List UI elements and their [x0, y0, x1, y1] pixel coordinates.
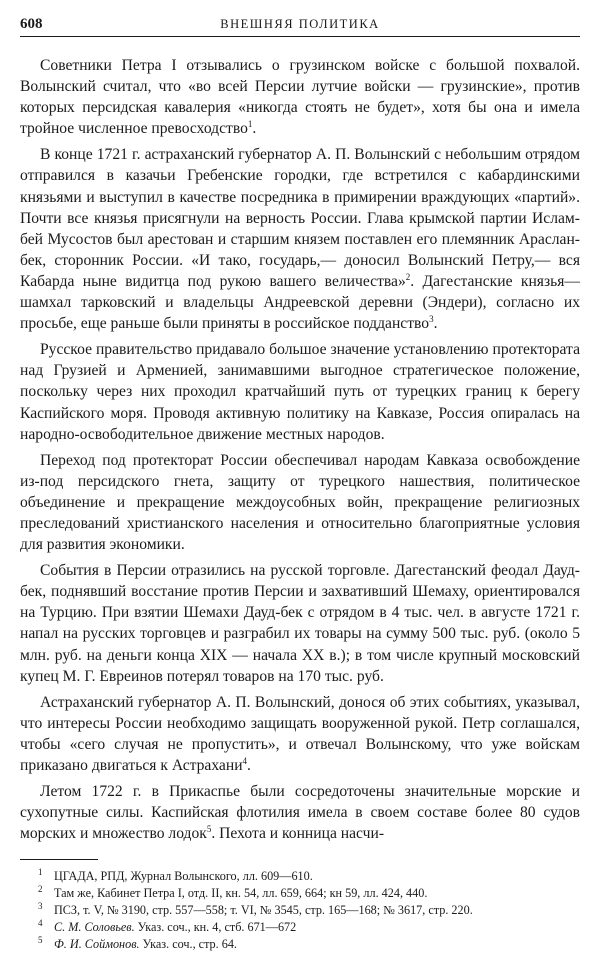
paragraph-text: Русское правительство придавало большое значение установлению протектората над Грузией и Арменией, занимавшими выгодное стратегическое положение, поскольку через них проходил кратчайший путь от турецких границ к берегу Каспийского моря. Проводя активную политику на Кавказе, Россия опиралась на народно-освободительное движение местных народов. — [20, 341, 580, 443]
footnote: 2 Там же, Кабинет Петра I, отд. II, кн. 54, лл. 659, 664; кн 59, лл. 424, 440. — [38, 884, 428, 901]
footnote: 3 ПСЗ, т. V, № 3190, стр. 557—558; т. VI, № 3545, стр. 165—168; № 3617, стр. 220. — [38, 901, 473, 918]
page-number: 608 — [20, 16, 43, 32]
footnote-text: ЦГАДА, РПД, Журнал Волынского, лл. 609—610. — [54, 869, 313, 884]
footnote-author: Ф. И. Соймонов. — [54, 937, 140, 952]
footnote-divider — [20, 859, 98, 860]
footnote: 5 Ф. И. Соймонов. Указ. соч., стр. 64. — [38, 935, 237, 952]
footnote-ref: 5 — [206, 824, 212, 835]
paragraph-text: . — [433, 315, 438, 333]
footnote-author: С. М. Соловьев. — [54, 920, 135, 935]
footnote: 1 ЦГАДА, РПД, Журнал Волынского, лл. 609—610. — [38, 867, 313, 884]
paragraph — [20, 144, 580, 334]
paragraph — [20, 55, 580, 139]
footnote-text: Там же, Кабинет Петра I, отд. II, кн. 54, лл. 659, 664; кн 59, лл. 424, 440. — [54, 886, 428, 901]
paragraph — [20, 339, 580, 444]
footnote-ref: 3 — [429, 313, 434, 324]
paragraph — [20, 781, 580, 844]
footnote-text: Указ. соч., кн. 4, стб. 671—672 — [137, 920, 297, 935]
paragraph — [20, 560, 580, 687]
paragraph-text: . Пехота и конница насчи- — [211, 825, 385, 843]
page-header — [20, 14, 580, 37]
footnote-ref: 4 — [242, 755, 248, 766]
body-text — [20, 55, 580, 844]
paragraph-text: . — [252, 120, 257, 138]
paragraph-text: Переход под протекторат России обеспечивал народам Кавказа освобождение из-под персидского гнета, защиту от турецкого нашествия, политическое объединение и прекращение междоусобных войн, прекращение религиозных преследований христианского населения и относительно благоприятные условия для развития экономики. — [20, 451, 580, 554]
paragraph-text: Астраханский губернатор А. П. Волынский, донося об этих событиях, указывал, что интересы России необходимо защищать вооруженной рукой. Петр соглашался, чтобы «сего случая не пропустить», и отвечал Волынскому, что уже войскам приказано двигаться к Астрахани — [20, 693, 580, 774]
running-title: ВНЕШНЯЯ ПОЛИТИКА — [220, 17, 380, 31]
footnote-text: Указ. соч., стр. 64. — [142, 937, 237, 952]
footnote-ref: 1 — [247, 119, 253, 130]
paragraph — [20, 450, 580, 555]
paragraph — [20, 692, 580, 776]
footnote: 4 С. М. Соловьев. Указ. соч., кн. 4, стб. 671—672 — [38, 918, 297, 935]
paragraph-text: . — [247, 757, 251, 774]
paragraph-text: Советники Петра I отзывались о грузинском войске с большой похвалой. Волынский считал, что «во всей Персии лутчие войски — грузинские», против которых персидская кавалерия «никогда стоять не будет», хотя бы она и имела тройное численное превосходство — [20, 57, 580, 138]
footnote-text: ПСЗ, т. V, № 3190, стр. 557—558; т. VI, № 3545, стр. 165—168; № 3617, стр. 220. — [54, 903, 473, 918]
paragraph-text: В конце 1721 г. астраханский губернатор А. П. Волынский с небольшим отрядом отправился в казачьи Гребенские городки, где встретился с кабардинскими князьями и выступил в качестве посредника в примирении враждующих «партий». Почти все князья присягнули на верность России. Глава крымской партии Ислам-бей Мусостов был арестован и старшим князем поставлен его племянник Араслан-бек, сторонник России. «И тако, государь,— доносил Волынский Петру,— вся Кабарда ныне видитца под рукою вашего величества» — [20, 146, 580, 290]
paragraph-text: Летом 1722 г. в Прикаспье были сосредоточены значительные морские и сухопутные силы. Каспийская флотилия имела в своем составе более 80 судов морских и множество лодок — [20, 783, 580, 843]
paragraph-text: . Дагестанские князья— шамхал тарковский и владельцы Андреевской деревни (Эндери), согласно их просьбе, еще раньше были приняты в российское подданство — [20, 272, 580, 333]
book-page — [20, 14, 580, 953]
paragraph-text: События в Персии отразились на русской торговле. Дагестанский феодал Дауд-бек, поднявший восстание против Персии и захвативший Шемаху, ориентировался на Турцию. При взятии Шемахи Дауд-бек с отрядом в 4 тыс. чел. в августе 1721 г. напал на русских торговцев и разграбил их товары на сумму 500 тыс. руб. (около 5 млн. руб. на деньги конца XIX — начала XX в.); в том числе крупный московский купец М. Г. Евреинов потерял товаров на 170 тыс. руб. — [20, 562, 580, 685]
footnotes — [20, 868, 580, 953]
footnote-ref: 2 — [405, 271, 411, 282]
